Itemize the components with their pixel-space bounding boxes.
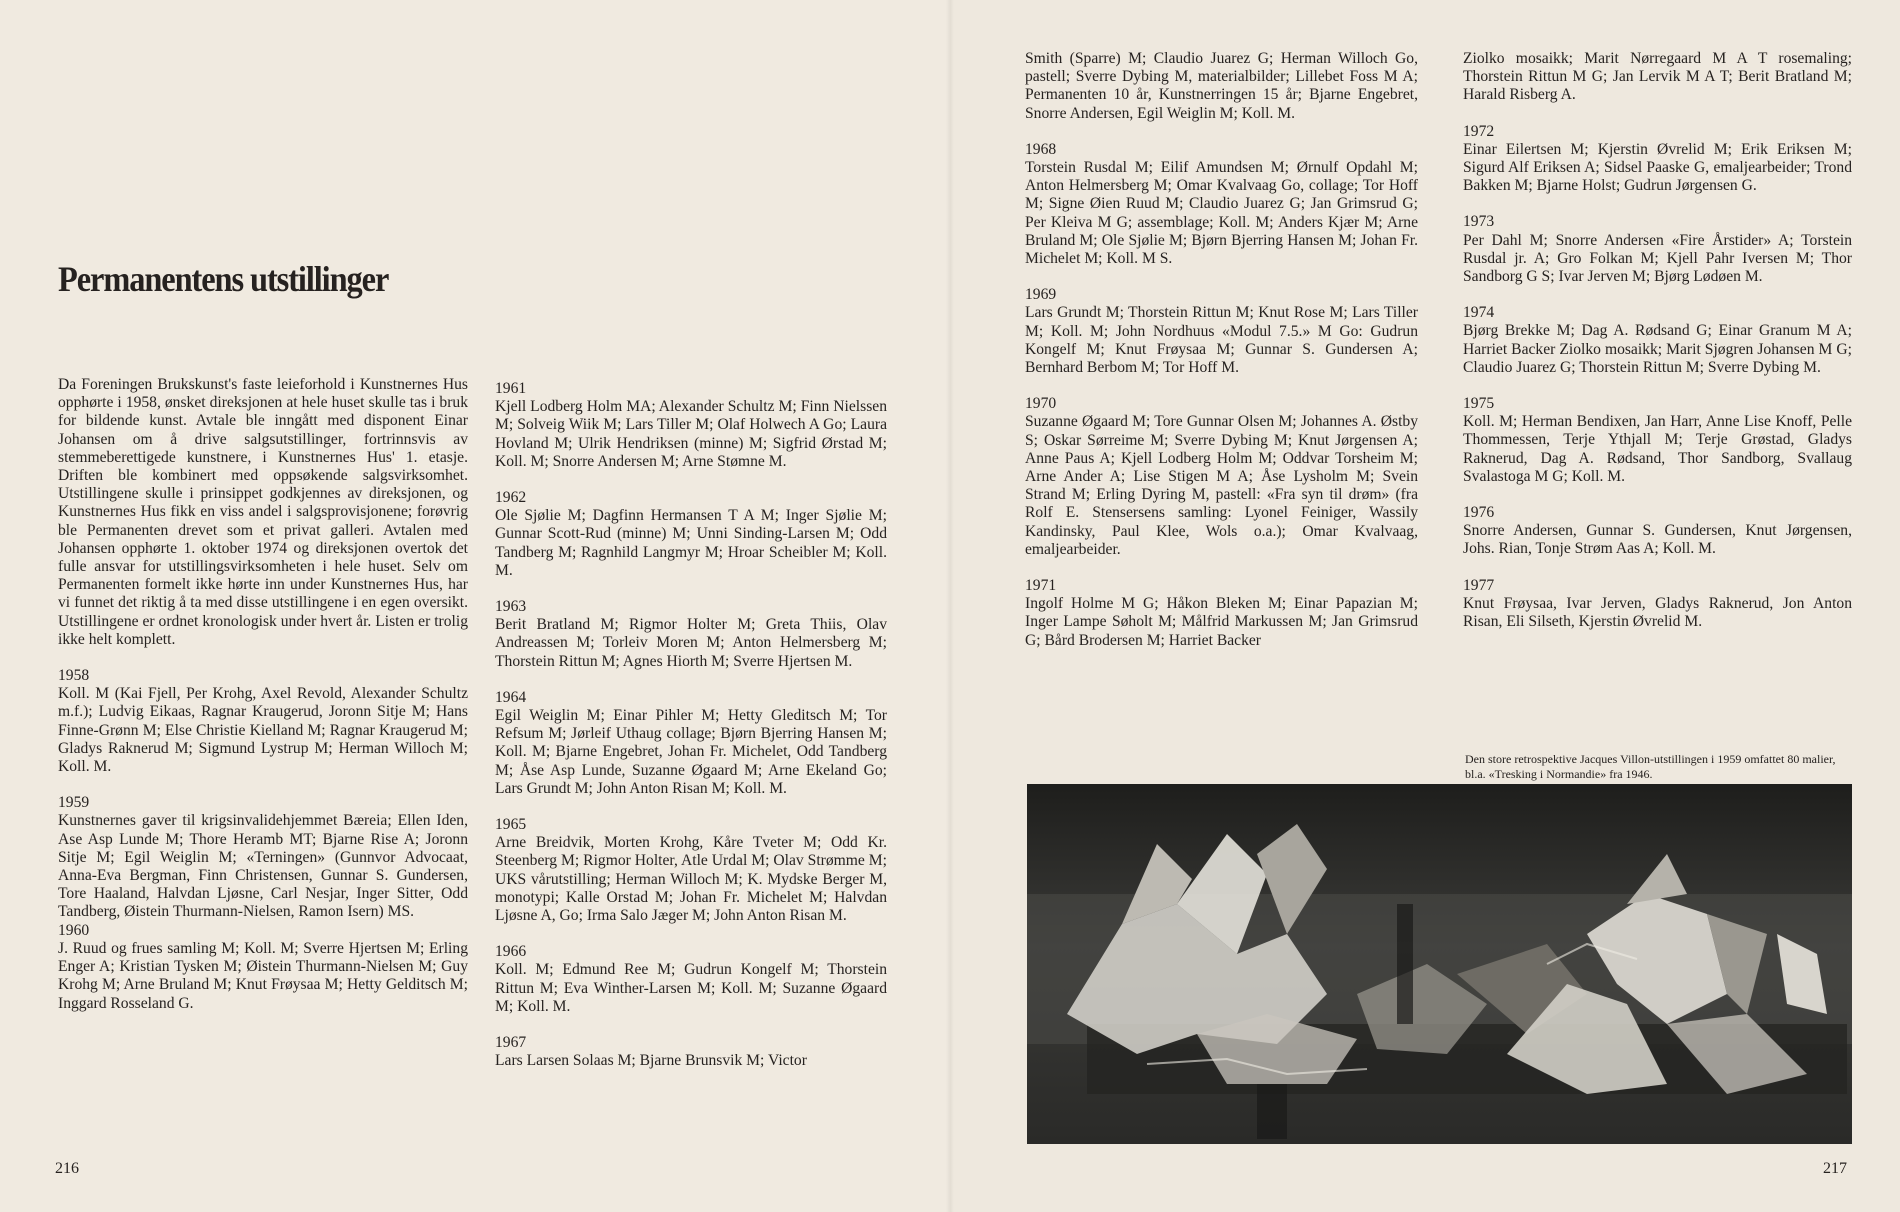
year-entry xyxy=(1025,577,1418,650)
year-heading: 1963 xyxy=(495,598,527,616)
intro-paragraph: Da Foreningen Brukskunst's faste leieforhold i Kunstnernes Hus opphørte i 1958, ønsket direksjonen at hele huset skulle tas i bruk for bildende kunst. Avtale ble inngått med disponent Einar Johansen om å drive salgsutstillinger, fortrinnsvis av stemmeberettigede kunstnere, i Kunstnernes Hus' 1. etasje. Driften ble kombinert med oppsøkende salgsvirksomhet. Utstillingene skulle i prinsippet godkjennes av direksjonen, og Kunstnernes Hus fikk en viss andel i salgsprovisjonene; forøvrig ble Permanenten drevet som et privat galleri. Avtalen med Johansen opphørte 1. oktober 1974 og direksjonen overtok det fulle ansvar for utstillingsvirksomheten i hele huset. Selv om Permanenten formelt ikke hørte inn under Kunstnernes Hus, har vi funnet det riktig å ta med disse utstillingene i en egen oversikt. Utstillingene er ordnet kronologisk under hvert år. Listen er trolig ikke helt komplett. xyxy=(58,376,468,648)
year-heading: 1969 xyxy=(1025,286,1057,304)
painting-image xyxy=(1027,784,1852,1144)
year-entry xyxy=(58,794,468,921)
page-title: Permanentens utstillinger xyxy=(58,259,389,299)
year-entry xyxy=(495,689,887,798)
year-exhibitions: Koll. M (Kai Fjell, Per Krohg, Axel Revold, Alexander Schultz m.f.); Ludvig Eikaas, Ragnar Kraugerud, Joronn Sitje M; Hans Finne-Grønn M; Else Christie Kielland M; Ragnar Kraugerud M; Gladys Raknerud M; Sigmund Lystrup M; Herman Willoch M; Koll. M. xyxy=(58,685,468,776)
year-entry xyxy=(1463,304,1852,377)
year-heading: 1965 xyxy=(495,816,527,834)
year-entry xyxy=(1025,395,1418,559)
year-heading: 1964 xyxy=(495,688,527,706)
year-exhibitions: Snorre Andersen, Gunnar S. Gundersen, Knut Jørgensen, Johs. Rian, Tonje Strøm Aas A; Koll. M. xyxy=(1463,522,1852,558)
year-entry xyxy=(1025,286,1418,377)
year-entry xyxy=(1463,123,1852,196)
year-exhibitions: Per Dahl M; Snorre Andersen «Fire Årstider» A; Torstein Rusdal jr. A; Gro Folkan M; Kjell Pahr Iversen M; Thor Sandborg G S; Ivar Jerven M; Bjørg Lødøen M. xyxy=(1463,231,1852,286)
year-heading: 1977 xyxy=(1463,576,1495,594)
figure-caption: Den store retrospektive Jacques Villon-utstillingen i 1959 omfattet 80 malier, bl.a. «Tresking i Normandie» fra 1946. xyxy=(1465,752,1836,781)
year-exhibitions: Berit Bratland M; Rigmor Holter M; Greta Thiis, Olav Andreassen M; Torleiv Moren M; Anton Helmersberg M; Thorstein Rittun M; Agnes Hiorth M; Sverre Hjertsen M. xyxy=(495,616,887,670)
year-entry xyxy=(58,667,468,776)
year-heading: 1966 xyxy=(495,943,527,961)
year-exhibitions: Kunstnernes gaver til krigsinvalidehjemmet Bæreia; Ellen Iden, Ase Asp Lunde M; Thore Heramb MT; Bjarne Rise A; Joronn Sitje M; Egil Weiglin M; «Terningen» (Gunnvor Advocaat, Anna-Eva Bergman, Finn Christensen, Gunnar S. Gundersen, Tore Haaland, Halvdan Ljøsne, Carl Nesjar, Inger Sitter, Odd Tandberg, Øistein Thurmann-Nielsen, Ramon Isern) MS. xyxy=(58,812,468,921)
year-entry xyxy=(495,943,887,1016)
text-column-3 xyxy=(1025,50,1418,650)
year-entry xyxy=(495,489,887,580)
year-heading: 1975 xyxy=(1463,395,1495,413)
year-heading: 1973 xyxy=(1463,213,1495,231)
year-exhibitions: Koll. M; Edmund Ree M; Gudrun Kongelf M; Thorstein Rittun M; Eva Winther-Larsen M; Koll. M; Suzanne Øgaard M; Koll. M. xyxy=(495,961,887,1015)
year-exhibitions: Ziolko mosaikk; Marit Nørregaard M A T rosemaling; Thorstein Rittun M G; Jan Lervik M A T; Berit Bratland M; Harald Risberg A. xyxy=(1463,50,1852,104)
page-number-left: 216 xyxy=(55,1160,79,1177)
year-entry xyxy=(1463,395,1852,486)
year-heading: 1960 xyxy=(58,921,90,939)
year-heading: 1959 xyxy=(58,794,90,812)
year-entry xyxy=(1463,504,1852,559)
year-heading: 1974 xyxy=(1463,304,1495,322)
text-column-1 xyxy=(58,376,468,1013)
year-entry xyxy=(495,1034,887,1070)
book-gutter xyxy=(946,0,954,1212)
year-heading: 1972 xyxy=(1463,122,1495,140)
page-number-right: 217 xyxy=(1823,1160,1847,1177)
year-exhibitions: Torstein Rusdal M; Eilif Amundsen M; Ørnulf Opdahl M; Anton Helmersberg M; Omar Kvalvaag Go, collage; Tor Hoff M; Signe Øien Ruud M; Claudio Juarez G; Jan Grimsrud G; Per Kleiva M G; assemblage; Koll. M; Anders Kjær M; Arne Bruland M; Ole Sjølie M; Bjørn Bjerring Hansen M; Johan Fr. Michelet M; Koll. M S. xyxy=(1025,159,1418,268)
year-heading: 1970 xyxy=(1025,395,1057,413)
year-exhibitions: Ole Sjølie M; Dagfinn Hermansen T A M; Inger Sjølie M; Gunnar Scott-Rud (minne) M; Unni Sinding-Larsen M; Odd Tandberg M; Ragnhild Langmyr M; Hroar Scheibler M; Koll. M. xyxy=(495,507,887,579)
year-entry xyxy=(1463,577,1852,632)
year-exhibitions: Suzanne Øgaard M; Tore Gunnar Olsen M; Johannes A. Østby S; Oskar Sørreime M; Sverre Dybing M; Knut Jørgensen A; Anne Paus A; Kjell Lodberg Holm M; Oddvar Torsheim M; Arne Ander A; Lise Stigen M A; Åse Lysholm M; Svein Strand M; Erling Dyring M, pastell: «Fra syn til drøm» (fra Rolf E. Stensersens samling: Lyonel Feiniger, Wassily Kandinsky, Paul Klee, Wols o.a.); Omar Kvalvaag, emaljearbeider. xyxy=(1025,413,1418,558)
year-exhibitions: Lars Larsen Solaas M; Bjarne Brunsvik M; Victor xyxy=(495,1052,807,1070)
year-entry xyxy=(495,816,887,925)
text-column-2 xyxy=(495,380,887,1071)
year-entry-continued xyxy=(1463,50,1852,105)
year-exhibitions: Arne Breidvik, Morten Krohg, Kåre Tveter M; Odd Kr. Steenberg M; Rigmor Holter, Atle Urdal M; Olav Strømme M; UKS vårutstilling; Herman Willoch M; K. Mydske Berger M, monotypi; Kalle Orstad M; Johan Fr. Michelet M; Halvdan Ljøsne A, Go; Irma Salo Jæger M; John Anton Risan M. xyxy=(495,834,887,925)
year-heading: 1976 xyxy=(1463,504,1495,522)
text-column-4 xyxy=(1463,50,1852,631)
year-exhibitions: Egil Weiglin M; Einar Pihler M; Hetty Gleditsch M; Tor Refsum M; Jørleif Uthaug collage; Bjørn Bjerring Hansen M; Koll. M; Bjarne Engebret, Johan Fr. Michelet, Odd Tandberg M; Åse Asp Lunde, Suzanne Øgaard M; Arne Ekeland Go; Lars Grundt M; John Anton Risan M; Koll. M. xyxy=(495,707,887,797)
year-heading: 1967 xyxy=(495,1034,527,1052)
year-exhibitions: Kjell Lodberg Holm MA; Alexander Schultz M; Finn Nielssen M; Solveig Wiik M; Lars Tiller M; Olaf Holwech A Go; Laura Hovland M; Ulrik Hendriksen (minne) M; Sigfrid Ørstad M; Koll. M; Snorre Andersen M; Arne Stømne M. xyxy=(495,398,887,470)
year-entry xyxy=(495,598,887,671)
year-exhibitions: Lars Grundt M; Thorstein Rittun M; Knut Rose M; Lars Tiller M; Koll. M; John Nordhuus «Modul 7.5.» M Go: Gudrun Kongelf M; Knut Frøysaa M; Gunnar S. Gundersen A; Bernhard Berbom M; Tor Hoff M. xyxy=(1025,304,1418,377)
year-entry xyxy=(1025,141,1418,268)
year-heading: 1962 xyxy=(495,489,527,507)
year-heading: 1971 xyxy=(1025,577,1057,595)
year-exhibitions: J. Ruud og frues samling M; Koll. M; Sverre Hjertsen M; Erling Enger A; Kristian Tysken M; Øistein Thurmann-Nielsen M; Guy Krohg M; Arne Bruland M; Knut Frøysaa M; Hetty Gelditsch M; Inggard Rosseland G. xyxy=(58,939,468,1012)
year-heading: 1958 xyxy=(58,667,90,685)
year-entry xyxy=(58,922,468,1013)
year-entry-continued xyxy=(1025,50,1418,123)
year-exhibitions: Smith (Sparre) M; Claudio Juarez G; Herman Willoch Go, pastell; Sverre Dybing M, materialbilder; Lillebet Foss M A; Permanenten 10 år, Kunstnerringen 15 år; Bjarne Engebret, Snorre Andersen, Egil Weiglin M; Koll. M. xyxy=(1025,50,1418,122)
year-heading: 1968 xyxy=(1025,140,1057,158)
year-exhibitions: Knut Frøysaa, Ivar Jerven, Gladys Raknerud, Jon Anton Risan, Eli Silseth, Kjerstin Øvrelid M. xyxy=(1463,594,1852,631)
year-exhibitions: Ingolf Holme M G; Håkon Bleken M; Einar Papazian M; Inger Lampe Søholt M; Målfrid Markussen M; Jan Grimsrud G; Bård Brodersen M; Harriet Backer xyxy=(1025,595,1418,649)
year-exhibitions: Einar Eilertsen M; Kjerstin Øvrelid M; Erik Eriksen M; Sigurd Alf Eriksen A; Sidsel Paaske G, emaljearbeider; Trond Bakken M; Bjarne Holst; Gudrun Jørgensen G. xyxy=(1463,140,1852,195)
year-entry xyxy=(1463,213,1852,286)
year-heading: 1961 xyxy=(495,380,527,397)
year-entry xyxy=(495,380,887,471)
year-exhibitions: Bjørg Brekke M; Dag A. Rødsand G; Einar Granum M A; Harriet Backer Ziolko mosaikk; Marit Sjøgren Johansen M G; Claudio Juarez G; Thorstein Rittun M; Sverre Dybing M. xyxy=(1463,322,1852,376)
year-exhibitions: Koll. M; Herman Bendixen, Jan Harr, Anne Lise Knoff, Pelle Thommessen, Terje Ythjall M; Terje Grøstad, Gladys Raknerud, Dag A. Rødsand, Thor Sandborg, Svallaug Svalastoga M G; Koll. M. xyxy=(1463,413,1852,485)
